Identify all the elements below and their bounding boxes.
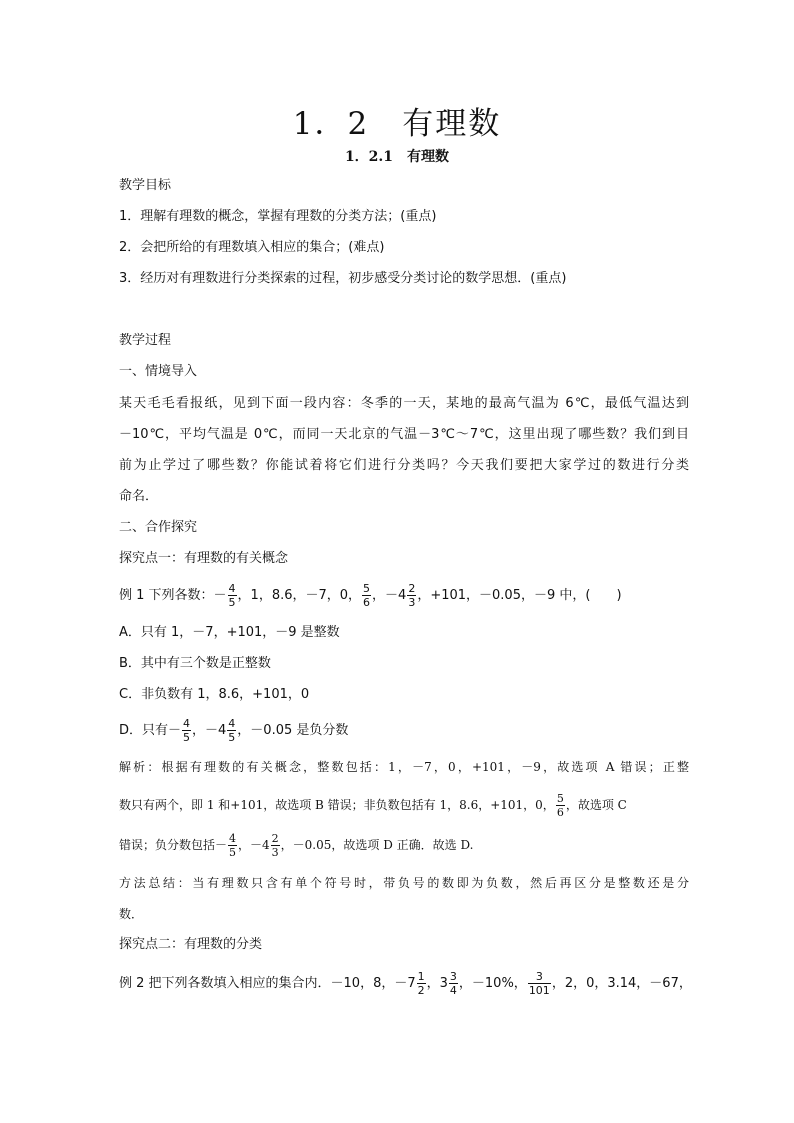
- intro-line-1: 某天毛毛看报纸，见到下面一段内容：冬季的一天，某地的最高气温为 6℃，最低气温达到: [119, 396, 689, 411]
- explore-point-2: 探究点二：有理数的分类: [119, 937, 263, 952]
- option-b: B．其中有三个数是正整数: [119, 656, 271, 671]
- example-2: 例 2 把下列各数填入相应的集合内．－10，8，－7 $\frac{1}{2}$ ，3 $\frac{3}{4}$ ，－10%， $\frac{3}{101}$ ，2，0，3.14，－67，: [119, 970, 692, 997]
- example-1: 例 1 下列各数：－ $\frac{4}{5}$ ，1，8.6，－7，0， $\frac{5}{6}$ ，－4 $\frac{2}{3}$ ，+101，－0.05，－9 中，( ): [119, 582, 622, 609]
- fraction: $\frac{4}{5}$: [229, 832, 237, 859]
- intro-line-3: 前为止学过了哪些数？你能试着将它们进行分类吗？今天我们要把大家学过的数进行分类: [119, 458, 689, 473]
- fraction: $\frac{4}{5}$: [228, 582, 236, 609]
- intro-line-4: 命名．: [119, 489, 159, 504]
- cooperation-heading: 二、合作探究: [119, 520, 198, 535]
- fraction: $\frac{3}{4}$: [449, 970, 457, 997]
- fraction: $\frac{4}{5}$: [228, 717, 236, 744]
- process-heading: 教学过程: [119, 333, 172, 348]
- method-summary-line-2: 数．: [119, 907, 144, 921]
- option-c: C．非负数有 1，8.6，+101，0: [119, 687, 310, 702]
- section-subtitle: 1．2.1 有理数: [344, 149, 450, 165]
- analysis-line-2: 数只有两个，即 1 和+101，故选项 B 错误；非负数包括有 1，8.6，+101，0， $\frac{5}{6}$ ，故选项 C: [119, 792, 627, 819]
- fraction: $\frac{1}{2}$: [417, 970, 425, 997]
- document-title: 1．2 有理数: [292, 106, 502, 142]
- option-d: D．只有－ $\frac{4}{5}$ ，－4 $\frac{4}{5}$ ，－0.05 是负分数: [119, 717, 349, 744]
- analysis-line-1: 解析：根据有理数的有关概念，整数包括：1，－7，0，+101，－9，故选项 A 错误；正整: [119, 760, 689, 774]
- fraction: $\frac{4}{5}$: [183, 717, 191, 744]
- goals-heading: 教学目标: [119, 178, 172, 193]
- example-1-prefix: 例 1 下列各数：－: [119, 588, 227, 603]
- fraction: $\frac{5}{6}$: [556, 792, 564, 819]
- fraction: $\frac{3}{101}$: [528, 970, 550, 997]
- option-a: A．只有 1，－7，+101，－9 是整数: [119, 625, 340, 640]
- analysis-line-3: 错误；负分数包括－ $\frac{4}{5}$ ，－4 $\frac{2}{3}$ ，－0.05，故选项 D 正确．故选 D.: [119, 832, 474, 859]
- goal-item-3: 3．经历对有理数进行分类探索的过程，初步感受分类讨论的数学思想．(重点): [119, 271, 567, 286]
- goal-item-1: 1．理解有理数的概念，掌握有理数的分类方法；(重点): [119, 209, 437, 224]
- explore-point-1: 探究点一：有理数的有关概念: [119, 551, 289, 566]
- method-summary-line-1: 方法总结：当有理数只含有单个符号时，带负号的数即为负数，然后再区分是整数还是分: [119, 876, 689, 890]
- fraction: $\frac{5}{6}$: [363, 582, 371, 609]
- fraction: $\frac{2}{3}$: [271, 832, 279, 859]
- goal-item-2: 2．会把所给的有理数填入相应的集合；(难点): [119, 240, 385, 255]
- intro-heading: 一、情境导入: [119, 364, 198, 379]
- fraction: $\frac{2}{3}$: [408, 582, 416, 609]
- intro-line-2: －10℃，平均气温是 0℃，而同一天北京的气温－3℃～7℃，这里出现了哪些数？我们到目: [119, 427, 689, 442]
